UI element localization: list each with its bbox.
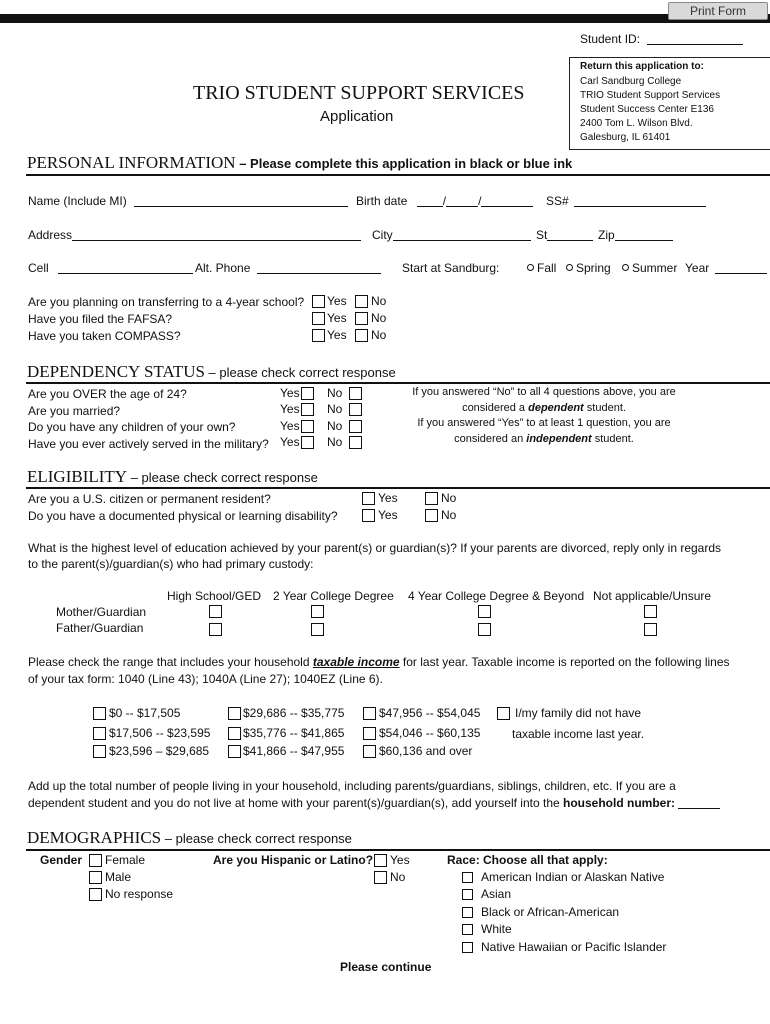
cell-label: Cell <box>28 261 49 275</box>
page-title: TRIO STUDENT SUPPORT SERVICES <box>193 82 525 104</box>
no-label: No <box>441 508 457 522</box>
fafsa-yes-checkbox[interactable] <box>312 312 325 325</box>
state-field <box>536 228 593 242</box>
gender-option-label: Male <box>105 870 132 884</box>
note-line <box>394 401 694 417</box>
dependency-heading-sub: – please check correct response <box>204 365 396 380</box>
children-no-checkbox[interactable] <box>349 420 362 433</box>
fafsa-no-checkbox[interactable] <box>355 312 368 325</box>
student-id-field <box>580 32 743 46</box>
gender-option-label: No response <box>105 887 174 901</box>
address-field <box>28 228 361 242</box>
section-rule <box>26 487 770 489</box>
summer-radio[interactable] <box>622 264 629 271</box>
address-label: Address <box>28 228 73 242</box>
father-na-checkbox[interactable] <box>644 623 657 636</box>
fafsa-question: Have you filed the FAFSA? <box>28 312 173 326</box>
zip-label: Zip <box>598 228 615 242</box>
citizen-yes-checkbox[interactable] <box>362 492 375 505</box>
income-range-label: $54,046 -- $60,135 <box>379 726 481 740</box>
race-option-label: Native Hawaiian or Pacific Islander <box>481 940 667 954</box>
compass-yes-checkbox[interactable] <box>312 329 325 342</box>
age-no-checkbox[interactable] <box>349 387 362 400</box>
married-question: Are you married? <box>28 403 121 418</box>
race-label: Race: Choose all that apply: <box>447 853 608 867</box>
gender-label: Gender <box>40 853 83 867</box>
race-checkbox[interactable] <box>462 907 473 918</box>
section-rule <box>26 174 770 176</box>
ssn-field <box>546 194 706 208</box>
edu-col-na: Not applicable/Unsure <box>593 589 712 603</box>
personal-heading <box>27 153 572 173</box>
transfer-no-checkbox[interactable] <box>355 295 368 308</box>
income-range-checkbox[interactable] <box>93 727 106 740</box>
top-bar <box>0 14 770 23</box>
alt-phone-label: Alt. Phone <box>195 261 251 275</box>
name-field <box>28 194 348 208</box>
military-question: Have you ever actively served in the military? <box>28 436 269 451</box>
note-text: considered an <box>454 432 527 445</box>
household-instructions <box>28 778 720 812</box>
income-range-checkbox[interactable] <box>363 707 376 720</box>
age-yes-checkbox[interactable] <box>301 387 314 400</box>
birth-month-input[interactable] <box>417 195 443 207</box>
income-text: Please check the range that includes your household <box>28 655 313 669</box>
income-range-checkbox[interactable] <box>228 745 241 758</box>
year-label: Year <box>685 261 710 275</box>
page-subtitle: Application <box>320 108 394 125</box>
married-no-checkbox[interactable] <box>349 403 362 416</box>
dependency-questions <box>28 386 269 452</box>
income-instructions <box>28 654 730 688</box>
edu-col-2yr: 2 Year College Degree <box>273 589 394 603</box>
note-text: considered a <box>462 401 529 414</box>
edu-col-highschool: High School/GED <box>167 589 262 603</box>
edu-rows <box>56 604 146 636</box>
mother-highschool-checkbox[interactable] <box>209 605 222 618</box>
military-no-checkbox[interactable] <box>349 436 362 449</box>
year-input[interactable] <box>715 262 767 274</box>
yes-label: Yes <box>378 508 398 522</box>
alt-phone-input[interactable] <box>257 262 381 274</box>
disability-question: Do you have a documented physical or learning disability? <box>28 509 338 523</box>
income-range-checkbox[interactable] <box>228 727 241 740</box>
gender-option-label: Female <box>105 853 146 867</box>
income-range-label: $35,776 -- $41,865 <box>243 726 345 740</box>
yes-label: Yes <box>280 419 300 433</box>
city-input[interactable] <box>393 229 531 241</box>
student-id-input[interactable] <box>647 33 743 45</box>
fall-radio[interactable] <box>527 264 534 271</box>
income-text: for last year. Taxable income is reported on the following lines <box>399 655 730 669</box>
birth-date-field: Birth date / / <box>356 194 533 208</box>
mother-2yr-checkbox[interactable] <box>311 605 324 618</box>
return-line: Carl Sandburg College <box>580 76 682 87</box>
term-fall-option[interactable] <box>527 261 556 275</box>
yes-label: Yes <box>280 402 300 416</box>
income-range-checkbox[interactable] <box>93 745 106 758</box>
education-question-line: What is the highest level of education achieved by your parent(s) or guardian(s)? If your parents are divorced, reply only in regards <box>28 541 722 555</box>
household-text: dependent student and you do not live at home with your parent(s)/guardian(s), add yourself into the <box>28 796 563 810</box>
no-income-label: I/my family did not have <box>515 706 642 720</box>
income-range-label: $60,136 and over <box>379 744 473 758</box>
yes-label: Yes <box>327 311 347 325</box>
no-label: No <box>371 311 387 325</box>
yes-label: Yes <box>390 853 410 867</box>
return-title: Return this application to: <box>580 61 704 72</box>
gender-female-checkbox[interactable] <box>89 854 102 867</box>
compass-question: Have you taken COMPASS? <box>28 329 181 343</box>
household-number-input[interactable] <box>678 797 720 809</box>
demographics-heading <box>27 828 352 848</box>
no-label: No <box>371 294 387 308</box>
income-range-checkbox[interactable] <box>93 707 106 720</box>
income-range-label: $0 -- $17,505 <box>109 706 181 720</box>
race-option-label: White <box>481 922 512 936</box>
yes-label: Yes <box>327 294 347 308</box>
father-highschool-checkbox[interactable] <box>209 623 222 636</box>
spring-radio[interactable] <box>566 264 573 271</box>
fall-label: Fall <box>537 261 557 275</box>
no-income-label: taxable income last year. <box>512 727 645 741</box>
race-checkbox[interactable] <box>462 872 473 883</box>
note-emphasis: dependent <box>528 401 584 414</box>
ssn-input[interactable] <box>574 195 706 207</box>
transfer-question: Are you planning on transferring to a 4-year school? <box>28 295 305 309</box>
mother-na-checkbox[interactable] <box>644 605 657 618</box>
return-line: 2400 Tom L. Wilson Blvd. <box>580 118 693 129</box>
print-form-button[interactable]: Print Form <box>668 2 768 20</box>
race-checkbox[interactable] <box>462 942 473 953</box>
military-yes-checkbox[interactable] <box>301 436 314 449</box>
personal-heading-text: PERSONAL INFORMATION <box>27 153 236 172</box>
race-checkbox[interactable] <box>462 924 473 935</box>
birth-day-input[interactable] <box>446 195 478 207</box>
note-line <box>394 432 694 448</box>
yes-label: Yes <box>280 386 300 400</box>
personal-heading-sub: – Please complete this application in black or blue ink <box>235 156 573 171</box>
income-line <box>28 654 730 671</box>
birth-date-label: Birth date <box>356 194 408 208</box>
race-checkbox[interactable] <box>462 889 473 900</box>
term-spring-option[interactable] <box>566 261 611 275</box>
mother-4yr-checkbox[interactable] <box>478 605 491 618</box>
no-label: No <box>327 386 343 400</box>
disability-no-checkbox[interactable] <box>425 509 438 522</box>
father-guardian-label: Father/Guardian <box>56 621 144 635</box>
return-line: TRIO Student Support Services <box>580 90 721 101</box>
dependency-heading <box>27 362 396 382</box>
no-label: No <box>441 491 457 505</box>
disability-yes-checkbox[interactable] <box>362 509 375 522</box>
ssn-label: SS# <box>546 194 569 208</box>
no-label: No <box>371 328 387 342</box>
return-line: Student Success Center E136 <box>580 104 714 115</box>
citizen-question: Are you a U.S. citizen or permanent resident? <box>28 492 271 506</box>
children-question: Do you have any children of your own? <box>28 420 236 434</box>
city-label: City <box>372 228 393 242</box>
household-number-label: household number: <box>563 796 675 810</box>
income-line: of your tax form: 1040 (Line 43); 1040A (Line 27); 1040EZ (Line 6). <box>28 672 383 686</box>
no-label: No <box>390 870 406 884</box>
return-address <box>580 75 720 145</box>
father-2yr-checkbox[interactable] <box>311 623 324 636</box>
state-input[interactable] <box>547 229 593 241</box>
note-text: student. <box>591 432 634 445</box>
demographics-heading-text: DEMOGRAPHICS <box>27 828 162 847</box>
please-continue: Please continue <box>340 960 432 974</box>
state-label: St <box>536 228 548 242</box>
education-question <box>28 540 721 572</box>
cell-field <box>28 261 193 275</box>
transfer-yes-checkbox[interactable] <box>312 295 325 308</box>
education-question-line: to the parent(s)/guardian(s) who had primary custody: <box>28 557 314 571</box>
race-option-label: Asian <box>481 887 512 901</box>
zip-field <box>598 228 673 242</box>
race-option-label: American Indian or Alaskan Native <box>481 870 665 884</box>
married-yes-checkbox[interactable] <box>301 403 314 416</box>
dependency-heading-text: DEPENDENCY STATUS <box>27 362 205 381</box>
compass-no-checkbox[interactable] <box>355 329 368 342</box>
birth-year-input[interactable] <box>481 195 533 207</box>
personal-questions <box>28 294 304 345</box>
dependency-note <box>394 385 694 447</box>
spring-label: Spring <box>576 261 611 275</box>
no-label: No <box>327 435 343 449</box>
citizen-no-checkbox[interactable] <box>425 492 438 505</box>
income-range-label: $23,596 – $29,685 <box>109 744 210 758</box>
children-yes-checkbox[interactable] <box>301 420 314 433</box>
cell-input[interactable] <box>58 262 193 274</box>
note-line: If you answered “No” to all 4 questions above, you are <box>412 386 676 398</box>
demographics-heading-sub: – please check correct response <box>161 831 352 846</box>
eligibility-heading-text: ELIGIBILITY <box>27 467 128 486</box>
summer-label: Summer <box>632 261 678 275</box>
age-question: Are you OVER the age of 24? <box>28 387 187 401</box>
address-input[interactable] <box>72 229 361 241</box>
race-option-label: Black or African-American <box>481 905 620 919</box>
gender-male-checkbox[interactable] <box>89 871 102 884</box>
income-range-label: $47,956 -- $54,045 <box>379 706 481 720</box>
note-text: student. <box>583 401 626 414</box>
hispanic-label: Are you Hispanic or Latino? <box>213 853 374 867</box>
income-range-label: $29,686 -- $35,775 <box>243 706 345 720</box>
yes-label: Yes <box>378 491 398 505</box>
term-summer-option[interactable] <box>622 261 677 275</box>
father-4yr-checkbox[interactable] <box>478 623 491 636</box>
section-rule <box>26 382 770 384</box>
no-label: No <box>327 402 343 416</box>
yes-label: Yes <box>280 435 300 449</box>
year-field <box>685 261 767 275</box>
hispanic-yes-checkbox[interactable] <box>374 854 387 867</box>
household-line <box>28 795 720 812</box>
yes-label: Yes <box>327 328 347 342</box>
edu-col-4yr: 4 Year College Degree & Beyond <box>408 589 585 603</box>
income-range-checkbox[interactable] <box>228 707 241 720</box>
mother-guardian-label: Mother/Guardian <box>56 605 147 619</box>
eligibility-heading-sub: – please check correct response <box>127 470 318 485</box>
start-label: Start at Sandburg: <box>402 261 500 275</box>
gender-noresponse-checkbox[interactable] <box>89 888 102 901</box>
alt-phone-field <box>195 261 381 275</box>
taxable-income-emphasis: taxable income <box>312 655 400 669</box>
income-range-checkbox[interactable] <box>363 727 376 740</box>
hispanic-no-checkbox[interactable] <box>374 871 387 884</box>
note-line: If you answered “Yes” to at least 1 question, you are <box>417 417 671 429</box>
student-id-label: Student ID: <box>580 32 641 46</box>
income-range-label: $41,866 -- $47,955 <box>243 744 345 758</box>
household-line: Add up the total number of people living in your household, including parents/guardians, siblings, children, etc. If you are a <box>28 779 676 793</box>
note-emphasis: independent <box>526 432 592 445</box>
eligibility-heading <box>27 467 318 487</box>
income-range-label: $17,506 -- $23,595 <box>109 726 211 740</box>
income-range-checkbox[interactable] <box>363 745 376 758</box>
name-label: Name (Include MI) <box>28 194 127 208</box>
no-label: No <box>327 419 343 433</box>
name-input[interactable] <box>134 195 348 207</box>
section-rule <box>26 849 770 851</box>
eligibility-questions <box>28 491 338 525</box>
zip-input[interactable] <box>615 229 673 241</box>
return-line: Galesburg, IL 61401 <box>580 132 671 143</box>
no-income-checkbox[interactable] <box>497 707 510 720</box>
city-field <box>372 228 531 242</box>
